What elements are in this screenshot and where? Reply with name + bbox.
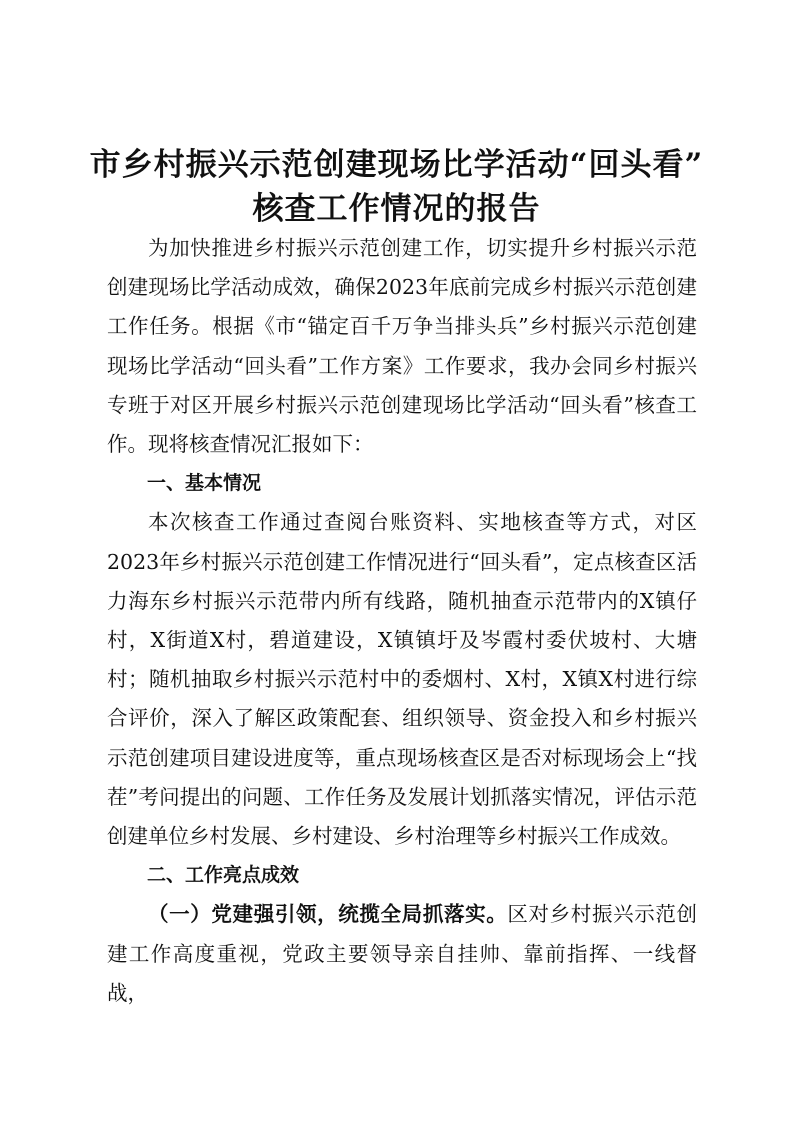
document-title-line-2: 核查工作情况的报告 xyxy=(252,191,541,227)
section-1-paragraph: 本次核查工作通过查阅台账资料、实地核查等方式，对区2023年乡村振兴示范创建工作情况进行“回头看”，定点核查区活力海东乡村振兴示范带内所有线路，随机抽查示范带内的X镇仔村，X街道X村，碧道建设，X镇镇圩及岑霞村委伏坡村、大塘村；随机抽取乡村振兴示范村中的委烟村、X村，X镇X村进行综合评价，深入了解区政策配套、组织领导、资金投入和乡村振兴示范创建项目建设进度等，重点现场核查区是否对标现场会上“找茬”考问提出的问题、工作任务及发展计划抓落实情况，评估示范创建单位乡村发展、乡村建设、乡村治理等乡村振兴工作成效。 xyxy=(107,510,697,849)
intro-paragraph: 为加快推进乡村振兴示范创建工作，切实提升乡村振兴示范创建现场比学活动成效，确保2023年底前完成乡村振兴示范创建工作任务。根据《市“锚定百千万争当排头兵”乡村振兴示范创建现场比学活动“回头看”工作方案》工作要求，我办会同乡村振兴专班于对区开展乡村振兴示范创建现场比学活动“回头看”核查工作。现将核查情况汇报如下： xyxy=(107,236,697,457)
subsection-1-heading: （一）党建强引领，统揽全局抓落实。 xyxy=(148,902,508,927)
document-body xyxy=(107,229,697,1013)
subsection-1-body: 区对乡村振兴示范创建工作高度重视，党政主要领导亲自挂帅、靠前指挥、一线督战， xyxy=(107,902,698,1005)
subsection-1-paragraph xyxy=(107,895,697,1013)
section-2-heading: 二、工作亮点成效 xyxy=(147,864,300,887)
section-1-heading: 一、基本情况 xyxy=(147,472,262,495)
document-title-line-1: 市乡村振兴示范创建现场比学活动“回头看” xyxy=(89,147,704,183)
